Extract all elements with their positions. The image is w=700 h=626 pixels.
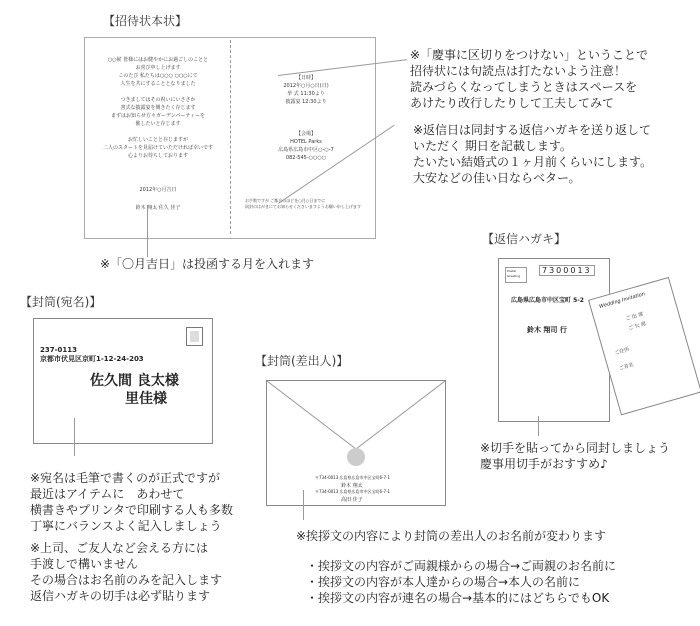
invitation-date-details: 2012年○月○日(日) 挙 式 11:30より 披露宴 12:30より [283,83,329,105]
note-kichijitsu: ※「〇月吉日」は投函する月を入れます [100,257,315,271]
back-name-1: 鈴木 翔太 [341,483,363,489]
front-postal: 237-0113 [40,346,77,354]
invitation-rsvp-request: お手数ですが ご都合のほどを○月○日までに 同封のはがきにてお知らせくださいますようお願い申し上げます [245,198,361,209]
note-boss: ※上司、ご友人など会える方には 手渡しで構いません その場合はお名前のみを記入します 返信ハガキの切手は必ず貼ります [30,541,223,603]
invitation-venue-details: HOTEL Parks 広島県広島市中区○-○-7 082-545-○○○○ [278,139,334,161]
note-bullet: ・挨拶文の内容が連名の場合→基本的にはどちらでもOK [306,591,610,605]
reply-card [498,258,610,422]
pointer-line [147,205,148,257]
seal-icon [347,448,365,466]
envelope-front-title: 【封筒(宛名)】 [20,295,102,309]
back-line-1: 〒734-0013 広島県広島市中区宝町6-7-1 [315,475,391,480]
reply-card-title: 【返信ハガキ】 [482,232,567,246]
envelope-back-title: 【封筒(差出人)】 [255,354,349,368]
envelope-back [266,380,446,506]
back-name-2: 高田 佳子 [341,497,363,503]
note-bullet: ・挨拶文の内容がご両親様からの場合→ご両親のお名前に [306,559,617,573]
reply-invite-title: Wedding Invitation [598,291,646,311]
reply-name: 鈴木 翔司 行 [527,326,567,334]
front-name-2: 里佳様 [125,391,167,407]
note-no-punctuation: ※「慶事に区切りをつけない」ということで 招待状には句読点は打たないよう注意！ 読みづらくなってしまうときはスペースを あけたり改行したりして工夫してみて [410,48,649,110]
back-line-2: 〒734-0013 広島県広島市中区宝町6-7-1 [315,489,391,494]
reply-postal: 7300013 [539,265,595,276]
reply-decline: ご 欠 席 [627,321,647,332]
pointer-line [74,418,75,456]
stamp-icon [186,327,203,346]
invitation-venue-label: 【会場】 [295,131,316,137]
note-addressee: ※宛名は毛筆で書くのが正式ですが 最近はアイテムに あわせて 横書きやプリンタで印刷する人も多数 丁寧にバランスよく記入しましょう [30,471,234,533]
front-address: 京都市伏見区京町1-12-24-203 [40,355,144,363]
front-name-1: 佐久間 良太様 [90,373,179,389]
note-stamp: ※切手を貼ってから同封しましょう 慶事用切手がおすすめ♪ [480,441,671,471]
invitation-date-line: 2012年○月吉日 [139,187,177,193]
fold-line [230,40,231,234]
invitation-greeting: ○○候 皆様にはお健やかにお過ごしのことと お喜び申し上げます このたび 私たちは○○○ ○○○にて 人生を共にすることとなりました つきましてはその祝いにいささか 書式な披露宴を開きたく存じます まずはお知らせ方々ガーデンパーティーを 催したいと存じます お忙しいことと存じますが 二人のスタートを見届けていただければ幸いです 心よりお待ちしております [102,57,213,159]
pointer-line [538,416,539,436]
invitation-date-label: 【日時】 [295,75,316,81]
reply-stamp: Postal Greeting [505,267,527,283]
pointer-line [303,490,304,520]
envelope-front [33,318,213,444]
reply-fields: ご住所 ご芳名 [614,346,635,372]
invitation-title: 【招待状本状】 [103,14,188,28]
note-bullet: ・挨拶文の内容が本人達からの場合→本人の名前に [306,575,581,589]
reply-attend: ご 出 席 [624,311,645,323]
reply-address: 広島県広島市中区宝町 5-2 [511,297,584,304]
note-reply-date: ※返信日は同封する返信ハガキを送り返して いただく 期日を記載します。 たいたい結婚式の１ヶ月前くらいにします。 大安などの佳い日ならベター。 [413,123,653,185]
invitation-signers: 鈴木 翔太 佐久 佳子 [135,205,181,211]
note-sender: ※挨拶文の内容により封筒の差出人のお名前が変わります [296,529,607,543]
